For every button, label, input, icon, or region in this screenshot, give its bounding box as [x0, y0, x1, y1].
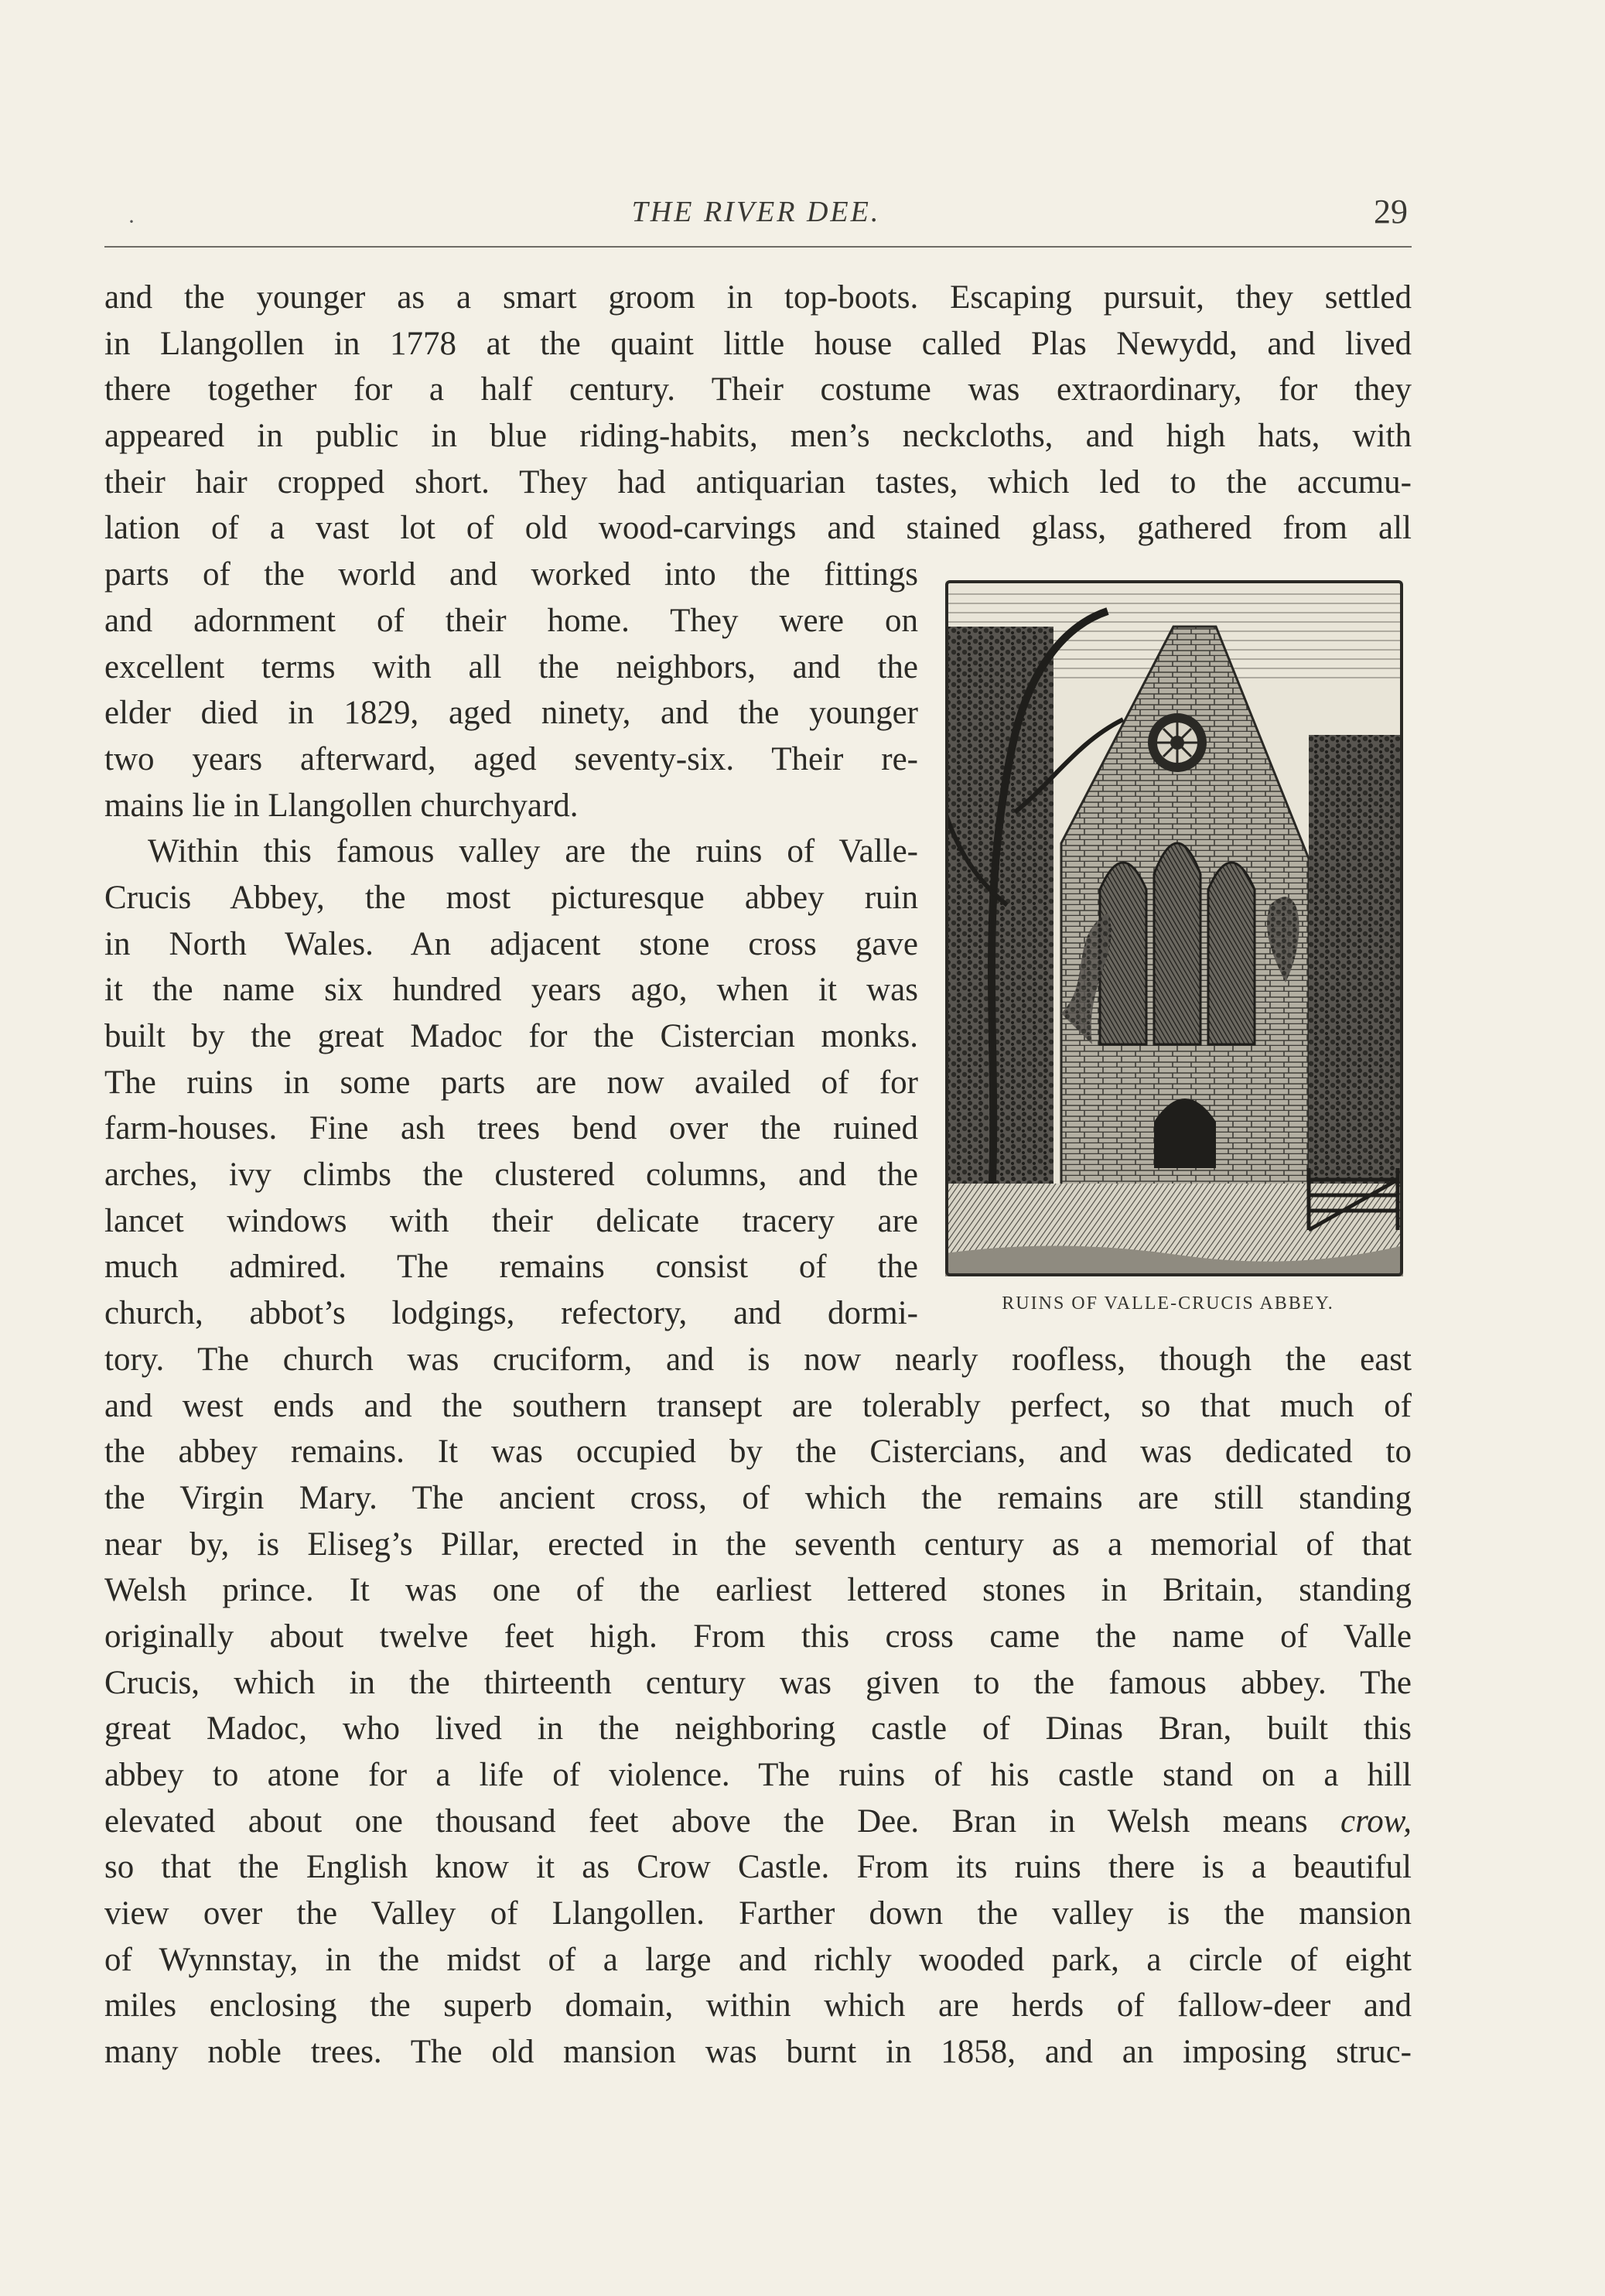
text-line: in North Wales. An adjacent stone cross gave — [104, 925, 918, 962]
text-line: so that the English know it as Crow Castle. From its ruins there is a beautiful — [104, 1849, 1412, 1886]
page-header — [104, 195, 1408, 241]
text-line: parts of the world and worked into the fittings — [104, 556, 918, 593]
text-line: tory. The church was cruciform, and is now nearly roofless, though the east — [104, 1341, 1412, 1378]
abbey-engraving-illustration — [945, 580, 1403, 1276]
text-line: The ruins in some parts are now availed of for — [104, 1064, 918, 1101]
figure-caption: RUINS OF VALLE-CRUCIS ABBEY. — [1002, 1293, 1334, 1314]
text-line: abbey to atone for a life of violence. The ruins of his castle stand on a hill — [104, 1757, 1412, 1793]
text-line: originally about twelve feet high. From this cross came the name of Valle — [104, 1618, 1412, 1655]
text-line: of Wynnstay, in the midst of a large and richly wooded park, a circle of eight — [104, 1941, 1412, 1978]
text-line: lancet windows with their delicate tracery are — [104, 1202, 918, 1239]
text-line: near by, is Eliseg’s Pillar, erected in the seventh century as a memorial of that — [104, 1526, 1412, 1563]
text-line: the Virgin Mary. The ancient cross, of which the remains are still standing — [104, 1479, 1412, 1516]
text-line: much admired. The remains consist of the — [104, 1249, 918, 1286]
text-line: the abbey remains. It was occupied by the Cistercians, and was dedicated to — [104, 1433, 1412, 1471]
text-line: Welsh prince. It was one of the earliest lettered stones in Britain, standing — [104, 1572, 1412, 1609]
margin-dot: · — [128, 209, 135, 234]
text-line: their hair cropped short. They had antiquarian tastes, which led to the accumu- — [104, 463, 1412, 501]
header-rule — [104, 246, 1412, 248]
text-segment: elevated about one thousand feet above the Dee. Bran in Welsh means — [104, 1802, 1341, 1840]
text-line: built by the great Madoc for the Cistercian monks. — [104, 1018, 918, 1054]
text-line: excellent terms with all the neighbors, and the — [104, 648, 918, 685]
text-line: it the name six hundred years ago, when it was — [104, 972, 918, 1009]
text-line: and the younger as a smart groom in top-boots. Escaping pursuit, they settled — [104, 279, 1412, 316]
text-line: church, abbot’s lodgings, refectory, and dormi- — [104, 1295, 918, 1332]
text-line: lation of a vast lot of old wood-carvings and stained glass, gathered from all — [104, 510, 1412, 547]
text-line: view over the Valley of Llangollen. Farther down the valley is the mansion — [104, 1895, 1412, 1932]
text-line: and west ends and the southern transept are tolerably perfect, so that much of — [104, 1387, 1412, 1424]
text-line: and adornment of their home. They were on — [104, 602, 918, 639]
running-title: THE RIVER DEE. — [631, 196, 881, 228]
text-line: Crucis Abbey, the most picturesque abbey ruin — [104, 879, 918, 916]
text-line: miles enclosing the superb domain, within which are herds of fallow-deer and — [104, 1987, 1412, 2024]
italic-word: crow, — [1340, 1802, 1412, 1840]
text-line: there together for a half century. Their costume was extraordinary, for they — [104, 371, 1412, 408]
page-number: 29 — [1374, 193, 1408, 231]
text-line: Within this famous valley are the ruins of Valle- — [148, 833, 918, 870]
text-line: appeared in public in blue riding-habits, men’s neckcloths, and high hats, with — [104, 418, 1412, 455]
text-line: many noble trees. The old mansion was burnt in 1858, and an imposing struc- — [104, 2034, 1412, 2071]
text-line: arches, ivy climbs the clustered columns, and the — [104, 1157, 918, 1194]
text-line: farm-houses. Fine ash trees bend over the ruined — [104, 1110, 918, 1147]
text-line: in Llangollen in 1778 at the quaint little house called Plas Newydd, and lived — [104, 325, 1412, 362]
text-line: mains lie in Llangollen churchyard. — [104, 787, 579, 824]
text-line: elder died in 1829, aged ninety, and the younger — [104, 695, 918, 732]
text-line: Crucis, which in the thirteenth century was given to the famous abbey. The — [104, 1664, 1412, 1701]
text-line — [104, 1799, 1412, 1845]
text-line: great Madoc, who lived in the neighboring castle of Dinas Bran, built this — [104, 1710, 1412, 1748]
abbey-engraving — [945, 580, 1403, 1276]
text-line: two years afterward, aged seventy-six. Their re- — [104, 740, 918, 777]
